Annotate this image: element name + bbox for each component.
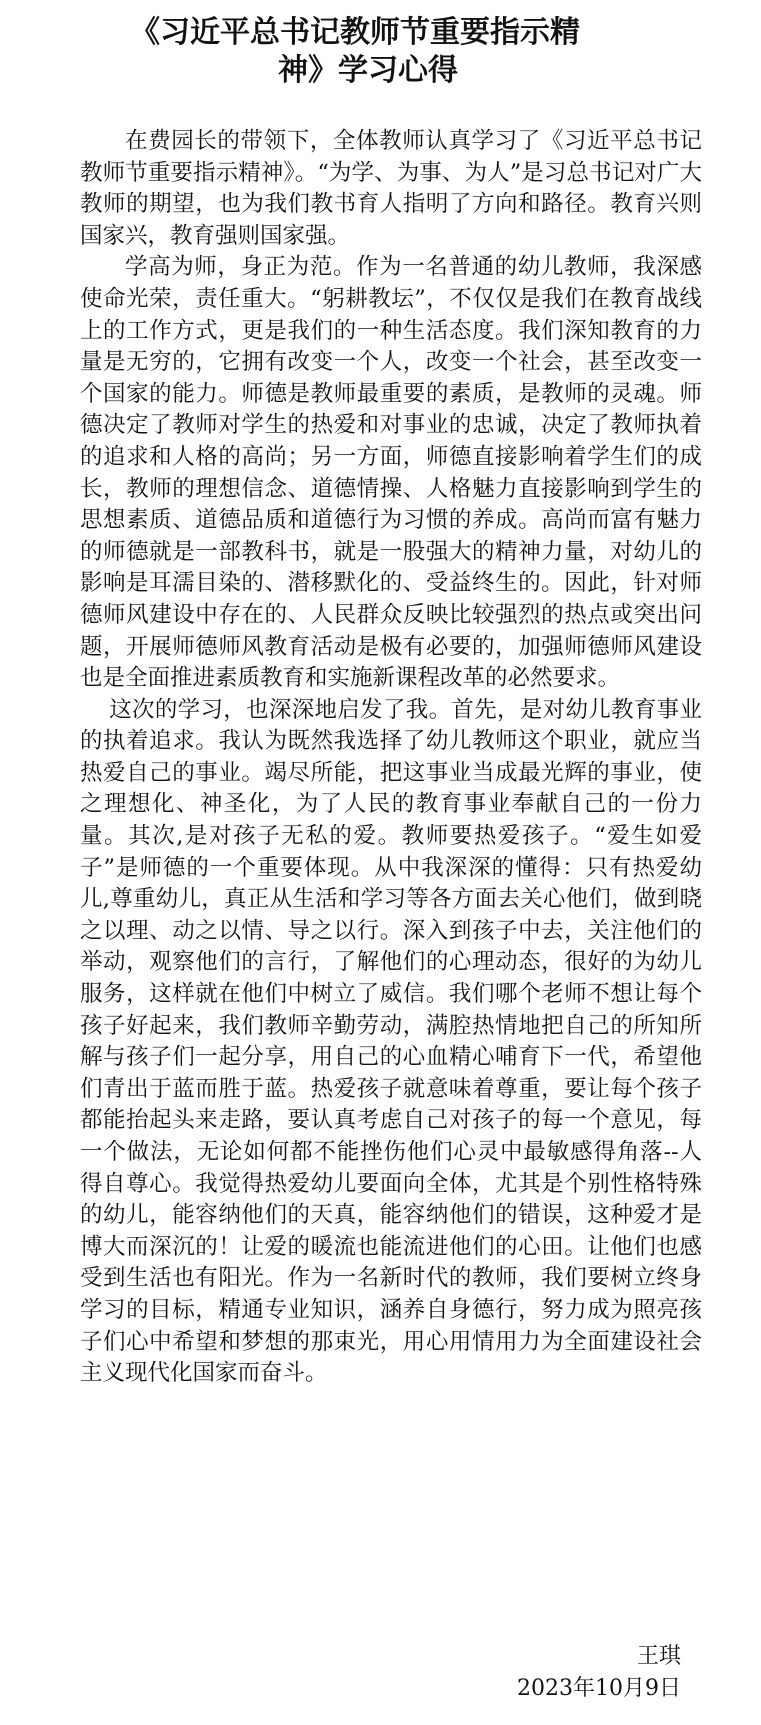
paragraph-3: 这次的学习，也深深地启发了我。首先，是对幼儿教育事业的执着追求。我认为既然我选择了幼儿教师这个职业，就应当热爱自己的事业。竭尽所能，把这事业当成最光辉的事业，使之理想化、神圣化，为了人民的教育事业奉献自己的一份力量。其次,是对孩子无私的爱。教师要热爱孩子。“爱生如爱子”是师德的一个重要体现。从中我深深的懂得：只有热爱幼儿,尊重幼儿，真正从生活和学习等各方面去关心他们，做到晓之以理、动之以情、导之以行。深入到孩子中去，关注他们的举动，观察他们的言行，了解他们的心理动态，很好的为幼儿服务，这样就在他们中树立了威信。我们哪个老师不想让每个孩子好起来，我们教师辛勤劳动，满腔热情地把自己的所知所解与孩子们一起分享，用自己的心血精心哺育下一代，希望他们青出于蓝而胜于蓝。热爱孩子就意味着尊重，要让每个孩子都能抬起头来走路，要认真考虑自己对孩子的每一个意见，每一个做法，无论如何都不能挫伤他们心灵中最敏感得角落--人得自尊心。我觉得热爱幼儿要面向全体，尤其是个别性格特殊的幼儿，能容纳他们的天真，能容纳他们的错误，这种爱才是博大而深沉的！让爱的暖流也能流进他们的心田。让他们也感受到生活也有阳光。作为一名新时代的教师，我们要树立终身学习的目标，精通专业知识，涵养自身德行，努力成为照亮孩子们心中希望和梦想的那束光，用心用情用力为全面建设社会主义现代化国家而奋斗。: [80, 696, 702, 1387]
signature-block: [517, 1641, 681, 1705]
title-line-2: 神》学习心得: [278, 53, 458, 88]
document-title: [130, 14, 690, 90]
title-line-1: 《习近平总书记教师节重要指示精: [130, 15, 580, 50]
document-date: 2023年10月9日: [517, 1676, 681, 1701]
document-body: [80, 126, 702, 1390]
paragraph-1: 在费园长的带领下，全体教师认真学习了《习近平总书记教师节重要指示精神》。“为学、为事、为人”是习总书记对广大教师的期望，也为我们教书育人指明了方向和路径。教育兴则国家兴，教育强则国家强。: [80, 128, 702, 249]
author-name: 王琪: [636, 1644, 681, 1669]
paragraph-2: 学高为师，身正为范。作为一名普通的幼儿教师，我深感使命光荣，责任重大。“躬耕教坛”，不仅仅是我们在教育战线上的工作方式，更是我们的一种生活态度。我们深知教育的力量是无穷的，它拥有改变一个人，改变一个社会，甚至改变一个国家的能力。师德是教师最重要的素质，是教师的灵魂。师德决定了教师对学生的热爱和对事业的忠诚，决定了教师执着的追求和人格的高尚；另一方面，师德直接影响着学生们的成长，教师的理想信念、道德情操、人格魅力直接影响到学生的思想素质、道德品质和道德行为习惯的养成。高尚而富有魅力的师德就是一部教科书，就是一股强大的精神力量，对幼儿的影响是耳濡目染的、潜移默化的、受益终生的。因此，针对师德师风建设中存在的、人民群众反映比较强烈的热点或突出问题，开展师德师风教育活动是极有必要的，加强师德师风建设也是全面推进素质教育和实施新课程改革的必然要求。: [80, 254, 702, 692]
